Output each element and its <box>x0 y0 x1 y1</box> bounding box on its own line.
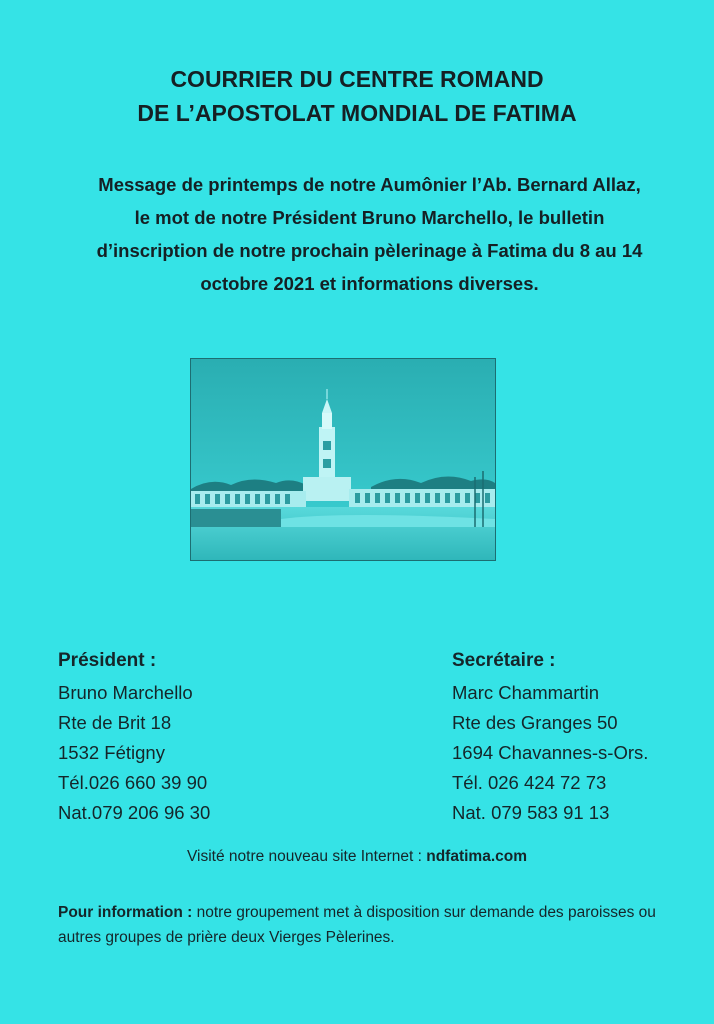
title-line-1: COURRIER DU CENTRE ROMAND <box>170 66 544 92</box>
website-link[interactable]: ndfatima.com <box>426 848 528 865</box>
info-paragraph <box>58 900 684 950</box>
secretary-phone: Tél. 026 424 72 73 <box>452 772 607 793</box>
title-line-2: DE L’APOSTOLAT MONDIAL DE FATIMA <box>137 100 577 126</box>
president-mobile: Nat.079 206 96 30 <box>58 802 211 823</box>
secretary-name: Marc Chammartin <box>452 682 599 703</box>
intro-message <box>55 168 684 300</box>
intro-line-2: le mot de notre Président Bruno Marchello, le bulletin <box>134 207 605 228</box>
basilica-photo <box>190 358 496 561</box>
secretary-contact <box>452 646 648 828</box>
president-heading: Président : <box>58 650 157 671</box>
intro-line-1: Message de printemps de notre Aumônier l’Ab. Bernard Allaz, <box>98 174 641 195</box>
info-text: notre groupement met à disposition sur demande des paroisses ou autres groupes de prière deux Vierges Pèlerines. <box>58 904 656 946</box>
president-city: 1532 Fétigny <box>58 742 165 763</box>
website-text: Visité notre nouveau site Internet : <box>186 848 427 865</box>
info-label: Pour information : <box>58 904 193 921</box>
president-street: Rte de Brit 18 <box>58 712 172 733</box>
document-title <box>0 62 714 130</box>
website-line <box>0 848 714 866</box>
intro-line-4: octobre 2021 et informations diverses. <box>200 273 539 294</box>
secretary-mobile: Nat. 079 583 91 13 <box>452 802 610 823</box>
intro-line-3: d’inscription de notre prochain pèlerinage à Fatima du 8 au 14 <box>96 240 643 261</box>
president-name: Bruno Marchello <box>58 682 193 703</box>
basilica-illustration <box>191 359 495 560</box>
secretary-street: Rte des Granges 50 <box>452 712 618 733</box>
secretary-city: 1694 Chavannes-s-Ors. <box>452 742 649 763</box>
president-phone: Tél.026 660 39 90 <box>58 772 208 793</box>
president-contact <box>58 646 210 828</box>
secretary-heading: Secrétaire : <box>452 650 556 671</box>
